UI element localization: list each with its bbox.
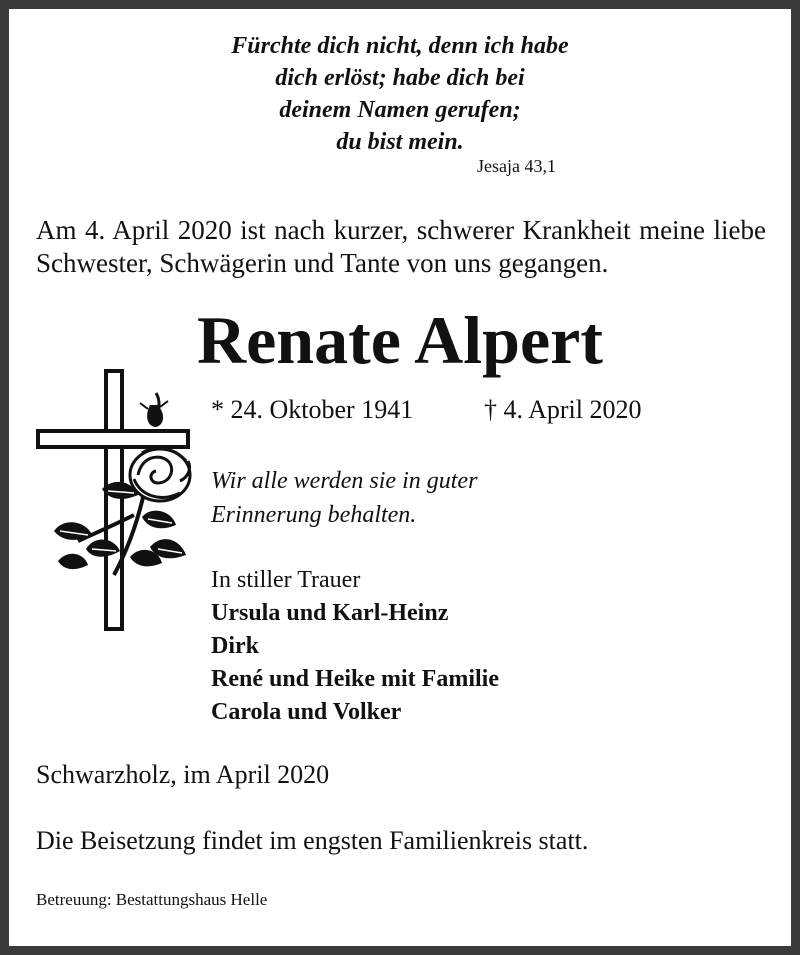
verse-line: deinem Namen gerufen; xyxy=(279,97,521,123)
mourner-name: Dirk xyxy=(211,633,259,659)
memory-line: Erinnerung behalten. xyxy=(211,502,417,528)
mourning-heading: In stiller Trauer xyxy=(211,567,361,593)
intro-text: Am 4. April 2020 ist nach kurzer, schwerer Krankheit meine liebe Schwester, Schwägerin und Tante von uns gegangen. xyxy=(36,215,766,278)
mourner-name: Carola und Volker xyxy=(211,699,402,725)
cross-with-rose-icon xyxy=(30,365,200,635)
burial-note: Die Beisetzung findet im engsten Familienkreis statt. xyxy=(36,826,589,855)
place-date: Schwarzholz, im April 2020 xyxy=(36,760,330,789)
verse-line: dich erlöst; habe dich bei xyxy=(275,65,525,91)
mourner-name: René und Heike mit Familie xyxy=(211,666,499,692)
birth-date: * 24. Oktober 1941 xyxy=(211,395,414,424)
verse-line: Fürchte dich nicht, denn ich habe xyxy=(231,33,569,59)
verse-source: Jesaja 43,1 xyxy=(477,156,556,176)
memory-line: Wir alle werden sie in guter xyxy=(211,468,478,494)
deceased-name: Renate Alpert xyxy=(196,302,603,378)
death-date: † 4. April 2020 xyxy=(484,395,642,424)
verse-line: du bist mein. xyxy=(336,129,464,155)
funeral-home-note: Betreuung: Bestattungshaus Helle xyxy=(36,890,268,909)
mourner-name: Ursula und Karl-Heinz xyxy=(211,600,449,626)
